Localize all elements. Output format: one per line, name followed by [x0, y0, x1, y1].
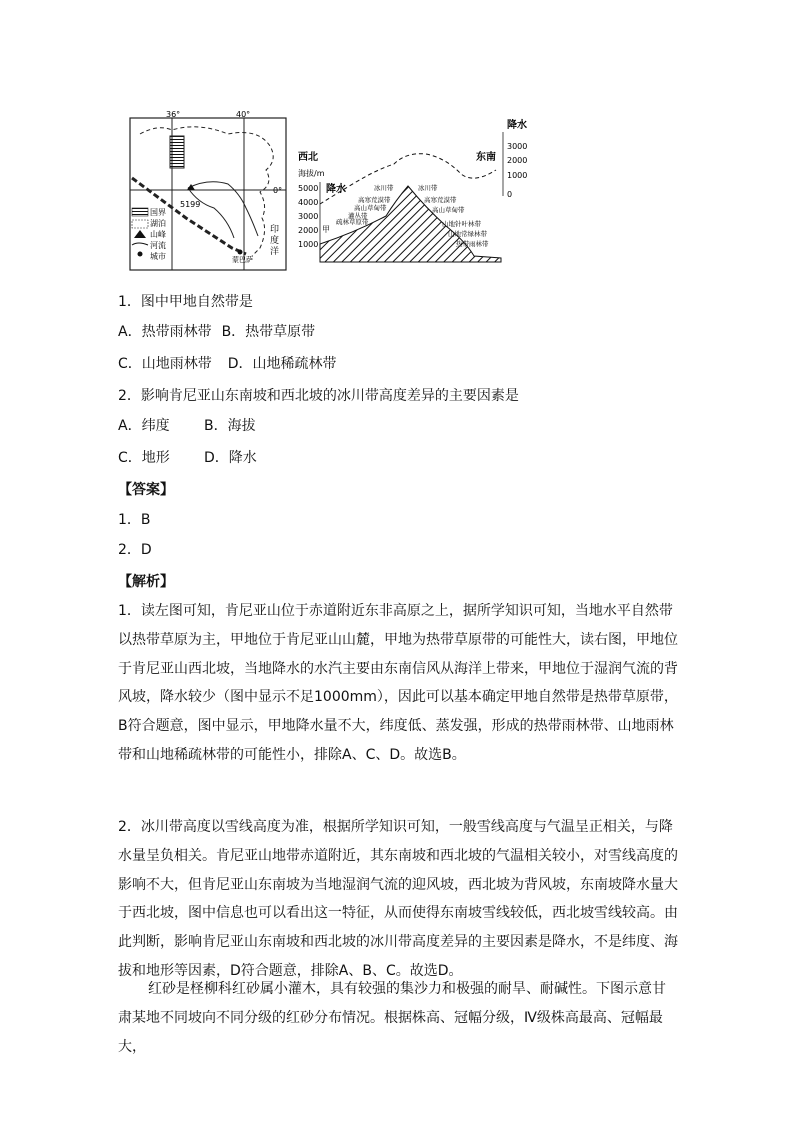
q1-option-a: A．热带雨林带: [118, 324, 212, 340]
zone-label: 冰川带: [418, 184, 438, 192]
zone-label: 山地常绿林带: [448, 230, 487, 238]
q1-option-b: B．热带草原带: [221, 324, 316, 340]
precip-title: 降水: [507, 120, 527, 131]
zone-label: 高山草甸带: [354, 204, 387, 212]
zone-label: 高寒荒漠带: [424, 196, 457, 204]
lon-36-label: 36°: [166, 110, 181, 119]
city-label: 蒙巴萨: [232, 256, 253, 264]
right-tick: 2000: [507, 156, 528, 165]
profile-diagram: [296, 112, 536, 270]
q2-option-d: D．降水: [204, 450, 257, 466]
peak-icon: [187, 184, 195, 190]
right-tick: 3000: [507, 142, 528, 151]
zone-label: 山地针叶林带: [442, 220, 481, 228]
next-question-intro: 红砂是柽柳科红砂属小灌木，具有较强的集沙力和极强的耐旱、耐碱性。下图示意甘肃某地不同坡向不同分级的红砂分布情况。根据株高、冠幅分级，Ⅳ级株高最高、冠幅最大，: [118, 981, 666, 1055]
legend-river: 河流: [150, 241, 166, 250]
precip-left-label: 降水: [326, 184, 346, 195]
right-tick: 0: [507, 190, 513, 199]
zone-label: 灌丛带: [348, 212, 368, 220]
ocean-label-2: 度: [270, 236, 280, 246]
q2-options-row1: [118, 416, 256, 436]
answer-1: 1．B: [118, 512, 151, 528]
q1-options-row1: [118, 322, 315, 342]
q1-options-row2: [118, 354, 337, 374]
ocean-label-3: 洋: [270, 247, 280, 257]
left-tick: 4000: [298, 198, 319, 207]
right-tick: 1000: [507, 171, 528, 180]
zone-label: 冰川带: [374, 184, 394, 192]
analysis-paragraph-1: 1．读左图可知，肯尼亚山位于赤道附近东非高原之上，据所学知识可知，当地水平自然带以热带草原为主，甲地位于肯尼亚山山麓，甲地为热带草原带的可能性大，读右图，甲地位于肯尼亚山西北坡，当地降水的水汽主要由东南信风从海洋上带来，甲地位于湿润气流的背风坡，降水较少（图中显示不足1000mm），因此可以基本确定甲地自然带是热带草原带，B符合题意，图中显示，甲地降水量不大，纬度低、蒸发强，形成的热带雨林带、山地雨林带和山地稀疏林带的可能性小，排除A、C、D。故选B。: [118, 603, 678, 763]
se-label: 东南: [476, 152, 496, 163]
city-icon: [238, 250, 243, 255]
peak-elevation-label: 5199: [180, 200, 201, 209]
answer-2: 2．D: [118, 542, 152, 558]
q2-option-c: C．地形: [118, 450, 170, 466]
point-jia-label: 甲: [322, 225, 330, 234]
legend-city: 城市: [150, 252, 166, 261]
analysis-paragraph-2: 2．冰川带高度以雪线高度为准，根据所学知识可知，一般雪线高度与气温呈正相关，与降水量呈负相关。肯尼亚山地带赤道附近，其东南坡和西北坡的气温相关较小，对雪线高度的影响不大，但肯尼亚山东南坡为当地湿润气流的迎风坡，西北坡为背风坡，东南坡降水量大于西北坡，图中信息也可以看出这一特征，从而使得东南坡雪线较低，西北坡雪线较高。由此判断，影响肯尼亚山东南坡和西北坡的冰川带高度差异的主要因素是降水，不是纬度、海拔和地形等因素，D符合题意，排除A、B、C。故选D。: [118, 819, 678, 979]
lon-40-label: 40°: [236, 110, 251, 119]
zone-label: 高山草甸带: [432, 206, 465, 214]
nw-label: 西北: [298, 152, 318, 163]
q2-option-b: B．海拔: [204, 418, 256, 434]
legend-lake: 湖泊: [150, 219, 166, 228]
left-tick: 1000: [298, 240, 319, 249]
zone-label: 高寒荒漠带: [358, 196, 391, 204]
answer-heading: 【答案】: [118, 482, 174, 498]
legend-peak: 山峰: [150, 230, 166, 239]
zone-label: 热带雨林带: [456, 240, 489, 248]
altitude-unit: 海拔/m: [298, 169, 325, 178]
ocean-label-1: 印: [270, 225, 280, 235]
q2-stem: 2．影响肯尼亚山东南坡和西北坡的冰川带高度差异的主要因素是: [118, 388, 519, 404]
q1-option-d: D．山地稀疏林带: [227, 356, 337, 372]
left-tick: 3000: [298, 212, 319, 221]
zone-label: 疏林草原带: [336, 218, 369, 226]
analysis-heading: 【解析】: [118, 574, 174, 590]
legend-border: 国界: [150, 208, 166, 217]
lat-0-label: 0°: [273, 186, 283, 195]
q2-option-a: A．纬度: [118, 418, 170, 434]
left-tick: 5000: [298, 184, 319, 193]
q1-stem: 1．图中甲地自然带是: [118, 294, 253, 310]
map-legend: [132, 208, 166, 261]
left-tick: 2000: [298, 226, 319, 235]
q2-options-row2: [118, 448, 257, 468]
kenya-map: [128, 108, 290, 274]
q1-option-c: C．山地雨林带: [118, 356, 212, 372]
